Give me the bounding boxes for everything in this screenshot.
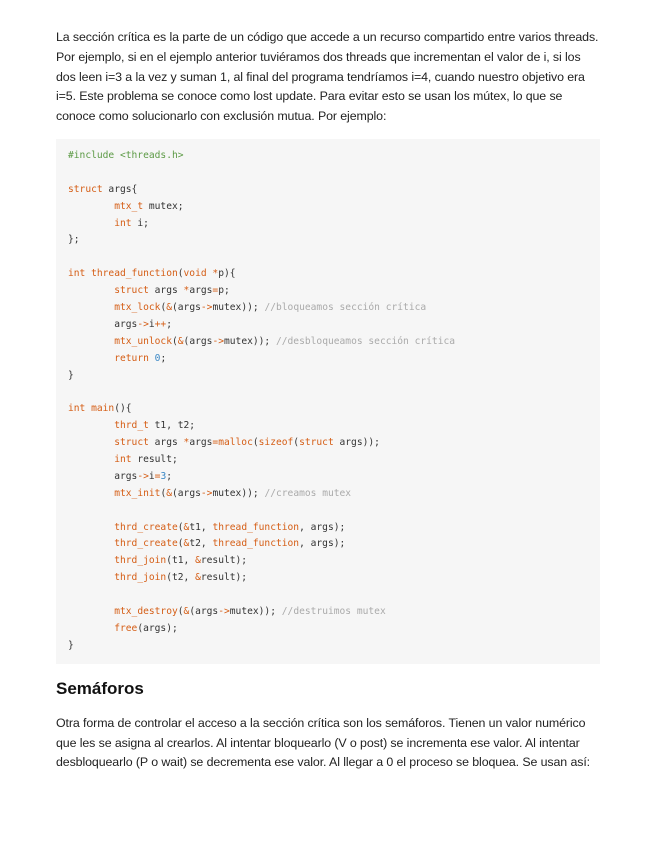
code-line: struct args{ [68, 183, 138, 195]
code-line [68, 503, 600, 520]
code-line: args->i++; [68, 318, 172, 330]
code-line: int i; [114, 217, 149, 229]
code-line [68, 249, 600, 266]
code-line [68, 587, 600, 604]
code-line: thrd_join(t2, &result); [114, 572, 248, 584]
code-line [68, 384, 600, 401]
code-line: mtx_unlock(&(args->mutex)); //desbloqueamos sección crítica [114, 335, 456, 347]
code-line: mtx_t mutex; [114, 200, 184, 212]
code-line: thrd_t t1, t2; [114, 420, 196, 432]
code-line: } [68, 639, 74, 651]
semaphores-paragraph: Otra forma de controlar el acceso a la sección crítica son los semáforos. Tienen un valor numérico que les se asigna al crearlos. Al intentar bloquearlo (V o post) se incrementa ese valor. Al intentar desbloquearlo (P o wait) se decrementa ese valor. Al llegar a 0 el proceso se bloquea. Se usan así: [56, 715, 591, 770]
code-line: mtx_destroy(&(args->mutex)); //destruimos mutex [114, 606, 386, 618]
code-line: int result; [114, 454, 178, 466]
code-line: struct args *args=malloc(sizeof(struct args)); [114, 437, 380, 449]
code-line: return 0; [114, 352, 167, 364]
code-line: int main(){ [68, 403, 132, 415]
code-line: thrd_create(&t2, thread_function, args); [114, 538, 346, 550]
code-line: thrd_join(t1, &result); [114, 555, 248, 567]
code-line: free(args); [114, 622, 178, 634]
code-line: int thread_function(void *p){ [68, 268, 236, 280]
code-line: struct args *args=p; [114, 285, 230, 297]
article-content [56, 28, 600, 773]
code-line: thrd_create(&t1, thread_function, args); [114, 521, 346, 533]
code-line: } [68, 369, 74, 381]
code-line: mtx_lock(&(args->mutex)); //bloqueamos sección crítica [114, 302, 427, 313]
code-block [56, 139, 600, 664]
code-line: args->i=3; [68, 470, 172, 482]
code-line: mtx_init(&(args->mutex)); //creamos mutex [114, 487, 352, 499]
code-line: #include <threads.h> [68, 149, 184, 161]
intro-paragraph: La sección crítica es la parte de un código que accede a un recurso compartido entre varios threads. Por ejemplo, si en el ejemplo anterior tuviéramos dos threads que incrementan el valor de i, si los dos leen i=3 a la vez y suman 1, al final del programa tendríamos i=4, cuando nuestro objetivo era i=5. Este problema se conoce como lost update. Para evitar esto se usan los mútex, lo que se conoce como solucionarlo con exclusión mutua. Por ejemplo: [56, 30, 599, 124]
section-heading-semaforos: Semáforos [56, 678, 144, 698]
code-line: }; [68, 234, 80, 246]
code-line [68, 165, 600, 182]
